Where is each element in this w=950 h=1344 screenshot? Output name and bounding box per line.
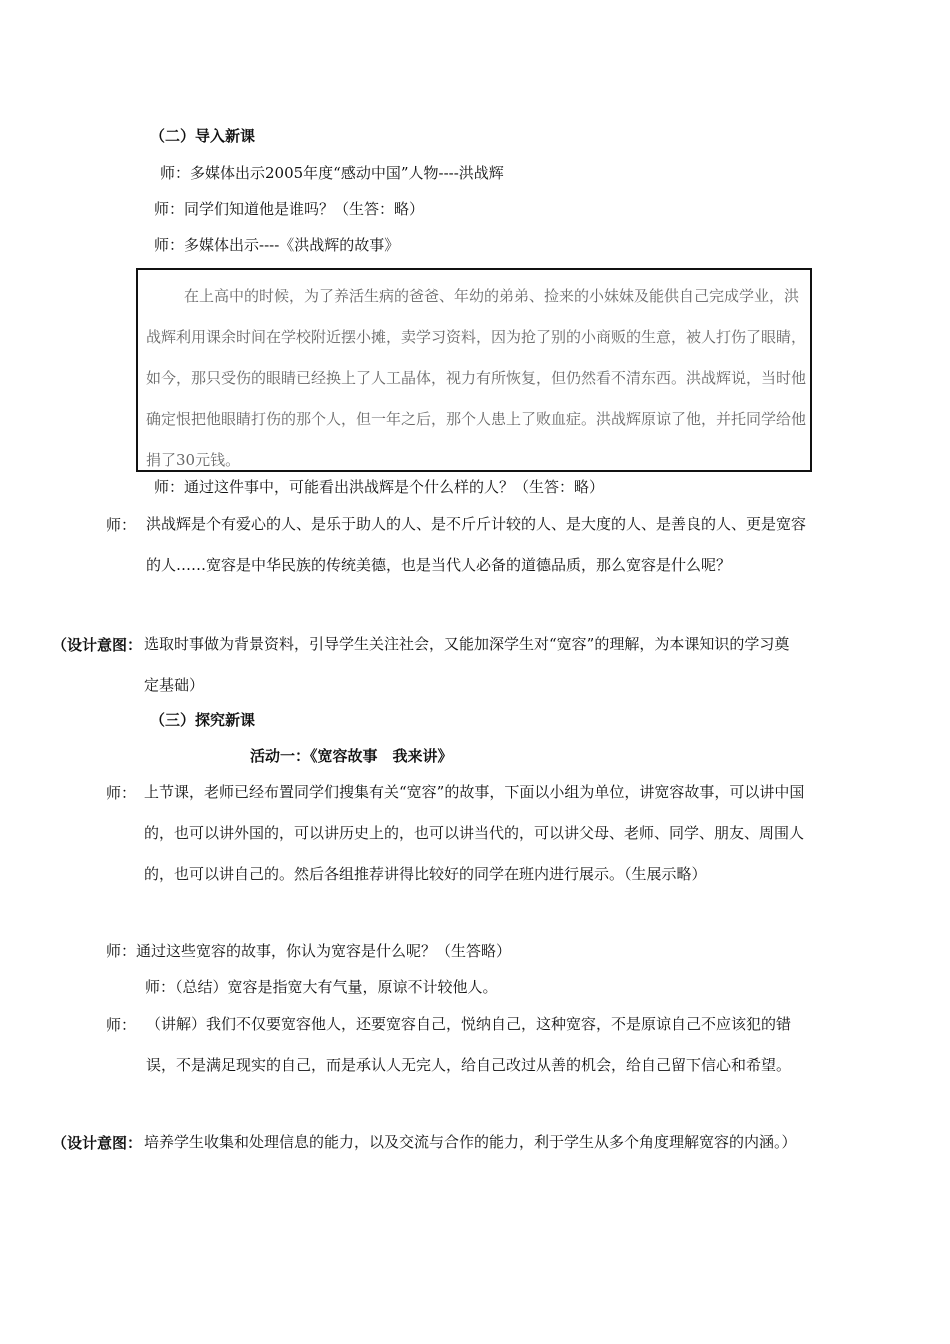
intro-line-story-title: 师：多媒体出示----《洪战辉的故事》 (154, 236, 400, 254)
design-label: （设计意图： (52, 1134, 143, 1152)
teacher-label: 师： (106, 516, 137, 534)
teacher-label: 师： (106, 784, 137, 802)
intro-line-question: 师：同学们知道他是谁吗？（生答：略） (154, 200, 425, 218)
question-line: 师：通过这些宽容的故事，你认为宽容是什么呢？（生答略） (106, 942, 512, 960)
activity-text: 上节课，老师已经布置同学们搜集有关“宽容”的故事，下面以小组为单位，讲宽容故事，可以讲中国的，也可以讲外国的，可以讲历史上的，也可以讲当代的，可以讲父母、老师、同学、朋友、周围人的，也可以讲自己的。然后各组推荐讲得比较好的同学在班内进行展示。（生展示略） (144, 783, 805, 883)
teacher-text: 洪战辉是个有爱心的人、是乐于助人的人、是不斤斤计较的人、是大度的人、是善良的人、更是宽容的人……宽容是中华民族的传统美德，也是当代人必备的道德品质，那么宽容是什么呢？ (146, 515, 807, 574)
design-text: 选取时事做为背景资料，引导学生关注社会，又能加深学生对“宽容”的理解，为本课知识的学习奠定基础） (144, 635, 790, 694)
design-text: 培养学生收集和处理信息的能力，以及交流与合作的能力，利于学生从多个角度理解宽容的内涵。） (144, 1133, 797, 1151)
section-heading-intro: （二）导入新课 (150, 127, 256, 145)
intro-line-media: 师：多媒体出示2005年度“感动中国”人物----洪战辉 (160, 164, 504, 182)
activity-title: 活动一：《宽容故事 我来讲》 (250, 747, 453, 765)
summary-line: 师：（总结）宽容是指宽大有气量，原谅不计较他人。 (145, 978, 498, 996)
design-label: （设计意图： (52, 636, 143, 654)
story-box (136, 268, 812, 472)
story-question: 师：通过这件事中，可能看出洪战辉是个什么样的人？（生答：略） (154, 478, 605, 496)
explain-text: （讲解）我们不仅要宽容他人，还要宽容自己，悦纳自己，这种宽容，不是原谅自己不应该犯的错误，不是满足现实的自己，而是承认人无完人，给自己改过从善的机会，给自己留下信心和希望。 (146, 1015, 792, 1074)
story-text: 在上高中的时候，为了养活生病的爸爸、年幼的弟弟、捡来的小妹妹及能供自己完成学业，洪战辉利用课余时间在学校附近摆小摊，卖学习资料，因为抢了别的小商贩的生意，被人打伤了眼睛，如今，那只受伤的眼睛已经换上了人工晶体，视力有所恢复，但仍然看不清东西。洪战辉说，当时他确定恨把他眼睛打伤的那个人，但一年之后，那个人患上了败血症。洪战辉原谅了他，并托同学给他捐了30元钱。 (146, 287, 807, 469)
teacher-label: 师： (106, 1016, 137, 1034)
section-heading-explore: （三）探究新课 (150, 711, 256, 729)
